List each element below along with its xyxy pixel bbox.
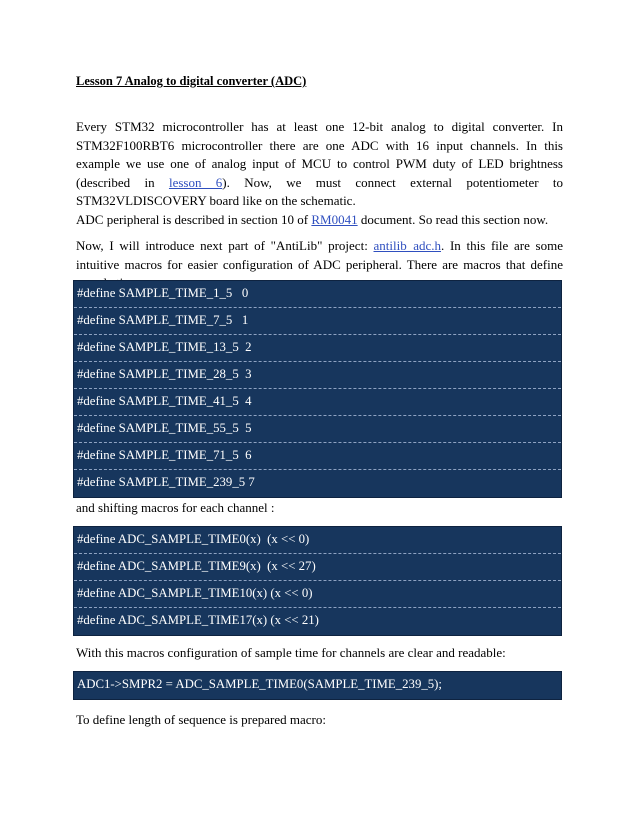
adc-reference-paragraph	[76, 211, 563, 230]
code-line: #define SAMPLE_TIME_1_5 0	[74, 281, 561, 308]
code-line: #define SAMPLE_TIME_41_5 4	[74, 389, 561, 416]
code-line: #define SAMPLE_TIME_28_5 3	[74, 362, 561, 389]
code-line: #define SAMPLE_TIME_7_5 1	[74, 308, 561, 335]
config-code-block	[73, 671, 562, 700]
code-line: #define ADC_SAMPLE_TIME17(x) (x << 21)	[77, 613, 319, 627]
intro-paragraph	[76, 118, 563, 211]
lesson-6-link[interactable]: lesson 6	[168, 174, 223, 190]
code-line: #define SAMPLE_TIME_13_5 2	[74, 335, 561, 362]
sequence-caption: To define length of sequence is prepared macro:	[76, 712, 326, 727]
antilib-text-before: Now, I will introduce next part of "AntiLib" project:	[76, 238, 374, 253]
lesson-title: Lesson 7 Analog to digital converter (ADC)	[76, 74, 307, 88]
code-line: #define SAMPLE_TIME_71_5 6	[74, 443, 561, 470]
adc-reference-text-after: document. So read this section now.	[357, 212, 549, 227]
code-line: ADC1->SMPR2 = ADC_SAMPLE_TIME0(SAMPLE_TIME_239_5);	[77, 677, 442, 691]
adc-reference-text-before: ADC peripheral is described in section 10 of	[76, 212, 312, 227]
code-line: #define ADC_SAMPLE_TIME9(x) (x << 27)	[74, 554, 561, 581]
code-line: #define SAMPLE_TIME_239_5 7	[77, 475, 255, 489]
shift-code-block	[73, 526, 562, 636]
sample-time-code-block	[73, 280, 562, 498]
antilib-text-after: . In this file are some intuitive macros for easier configuration of ADC peripheral. There are macros that define	[76, 238, 563, 272]
config-caption: With this macros configuration of sample time for channels are clear and readable:	[76, 645, 506, 660]
intro-text-after: ). Now, we must connect external potentiometer to STM32VLDISCOVERY board like on the schematic.	[76, 174, 563, 208]
intro-text-before: Every STM32 microcontroller has at least one 12-bit analog to digital converter. In STM32F100RBT6 microcontroller there are one ADC with 16 input channels. In this example we use one of analog input of MCU to control PWM duty of LED brightness (described in	[76, 119, 563, 190]
antilib-adc-link[interactable]: antilib_adc.h	[373, 238, 442, 253]
shifting-caption: and shifting macros for each channel :	[76, 500, 275, 515]
code-line: #define ADC_SAMPLE_TIME0(x) (x << 0)	[74, 527, 561, 554]
rm0041-link[interactable]: RM0041	[311, 212, 358, 227]
code-line: #define ADC_SAMPLE_TIME10(x) (x << 0)	[74, 581, 561, 608]
code-line: #define SAMPLE_TIME_55_5 5	[74, 416, 561, 443]
